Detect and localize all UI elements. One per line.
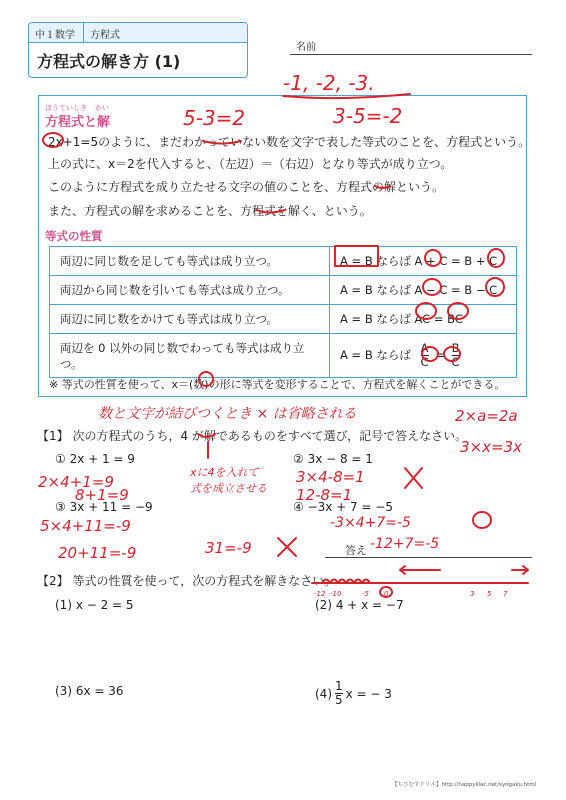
definition-line-4: また、方程式の解を求めることを、方程式を解く、という。 <box>48 204 372 218</box>
ruby-houteishiki: ほうていしき <box>45 104 87 112</box>
number-line-label: 5 <box>487 590 492 598</box>
answer-field-line[interactable] <box>325 557 532 558</box>
worksheet-header <box>28 22 248 78</box>
name-field-line[interactable] <box>290 54 532 55</box>
hand-product-1: 2×a=2a <box>455 407 518 425</box>
number-line-arrow-left <box>400 566 440 574</box>
definition-line-3: このように方程式を成り立たせる文字の値のことを、方程式の解という。 <box>48 180 445 194</box>
hand-cross-mark <box>405 468 422 488</box>
number-line-label: -12 <box>314 590 326 598</box>
hand-work-2b: 12-8=1 <box>296 486 353 504</box>
table-row <box>50 305 517 334</box>
grade-label: 中１数学 <box>29 23 84 42</box>
number-line-label: 0 <box>384 590 389 598</box>
number-line-labels <box>314 590 508 598</box>
property-rule: 両辺に同じ数を足しても等式は成り立つ。 <box>50 247 330 276</box>
hand-circle-correct <box>473 512 491 528</box>
hand-side-note-a: xに4を入れて <box>190 466 259 479</box>
question-2-prompt: 【2】 等式の性質を使って，次の方程式を解きなさい。 <box>37 574 337 588</box>
hand-work-1b: 8+1=9 <box>75 486 129 504</box>
ruby-kai: かい <box>95 104 109 112</box>
properties-note: ※ 等式の性質を使って、x＝(数)の形に等式を変形することで、方程式を解くことができる。 <box>49 378 506 391</box>
definition-line-1: 2x+1=5のように、まだわかっていない数を文字で表した等式のことを、方程式という。 <box>48 135 531 149</box>
section-heading-properties: 等式の性質 <box>45 229 103 243</box>
hand-eq-1: 5-3=2 <box>183 106 246 130</box>
question-1-prompt: 【1】 次の方程式のうち，4 が解であるものをすべて選び，記号で答えなさい。 <box>37 429 468 443</box>
q2-item-1: (1) x − 2 = 5 <box>55 598 134 612</box>
q1-option-2: ② 3x − 8 = 1 <box>293 452 373 466</box>
formula-prefix: A = B ならば <box>340 348 411 362</box>
hand-work-3c: 31=-9 <box>205 539 252 557</box>
number-line-label: 7 <box>503 590 508 598</box>
hand-circle <box>380 587 392 597</box>
q1-option-3: ③ 3x + 11 = −9 <box>55 500 153 514</box>
number-line-label: -10 <box>330 590 342 598</box>
hand-work-4b: -12+7=-5 <box>370 536 440 552</box>
name-label: 名前 <box>296 42 316 53</box>
hand-eq-2: 3-5=-2 <box>333 104 403 128</box>
hand-product-2: 3×x=3x <box>460 438 522 456</box>
footer-credit: 【ちびむすドリル】http://happylilac.net/syogaku.html <box>392 782 537 788</box>
property-rule: 両辺から同じ数を引いても等式は成り立つ。 <box>50 276 330 305</box>
q2-item-3: (3) 6x = 36 <box>55 684 124 698</box>
q2-item-4-rest: x = − 3 <box>345 686 392 701</box>
number-line-label: 3 <box>470 590 475 598</box>
fraction-a-numerator: A <box>420 341 429 355</box>
number-line-label: -5 <box>362 590 369 598</box>
property-formula: A = B ならば A − C = B − C <box>330 276 517 305</box>
property-formula-fraction <box>330 334 517 378</box>
header-meta <box>29 23 247 43</box>
definition-line-2: 上の式に、x＝2を代入すると、（左辺）＝（右辺）となり等式が成り立つ。 <box>48 157 453 171</box>
hand-number-line <box>312 566 528 598</box>
number-line-arrow-right <box>512 566 528 574</box>
q2-item-4-denominator: 5 <box>335 693 343 707</box>
hand-work-3b: 20+11=-9 <box>58 544 137 562</box>
page-title: 方程式の解き方 (1) <box>37 52 181 71</box>
property-formula: A = B ならば A + C = B + C <box>330 247 517 276</box>
table-row <box>50 247 517 276</box>
q2-item-4 <box>315 680 392 707</box>
hand-work-1a: 2×4+1=9 <box>38 473 114 491</box>
q1-option-4: ④ −3x + 7 = −5 <box>293 500 394 514</box>
fraction-a-denominator: C <box>420 355 429 369</box>
q2-item-4-numerator: 1 <box>335 679 343 693</box>
q2-item-4-prefix: (4) <box>315 686 332 701</box>
hand-work-2a: 3×4-8=1 <box>296 468 365 486</box>
hand-cross-mark <box>278 538 296 556</box>
property-formula: A = B ならば AC = BC <box>330 305 517 334</box>
table-row <box>50 334 517 378</box>
fraction-b-denominator: C <box>451 355 460 369</box>
hand-note-line: 数と文字が結びつくとき × は省略される <box>98 406 357 422</box>
fraction-equals: = <box>435 348 445 362</box>
hand-work-3a: 5×4+11=-9 <box>40 517 131 535</box>
hand-work-4a: -3×4+7=-5 <box>330 515 411 531</box>
table-row <box>50 276 517 305</box>
properties-table <box>49 246 517 378</box>
explanation-box <box>38 95 531 397</box>
answer-label: 答え <box>345 544 367 557</box>
section-heading-equation: 方程式と解 <box>45 115 111 130</box>
hand-top-right: -1, -2, -3. <box>283 71 375 95</box>
fraction-b-numerator: B <box>451 341 460 355</box>
hand-side-note-b: 式を成立させる <box>190 482 267 495</box>
subject-label: 方程式 <box>90 30 120 41</box>
q2-item-2: (2) 4 + x = −7 <box>315 598 404 612</box>
property-rule: 両辺に同じ数をかけても等式は成り立つ。 <box>50 305 330 334</box>
property-rule: 両辺を 0 以外の同じ数でわっても等式は成り立つ。 <box>50 334 330 378</box>
q1-option-1: ① 2x + 1 = 9 <box>55 452 135 466</box>
